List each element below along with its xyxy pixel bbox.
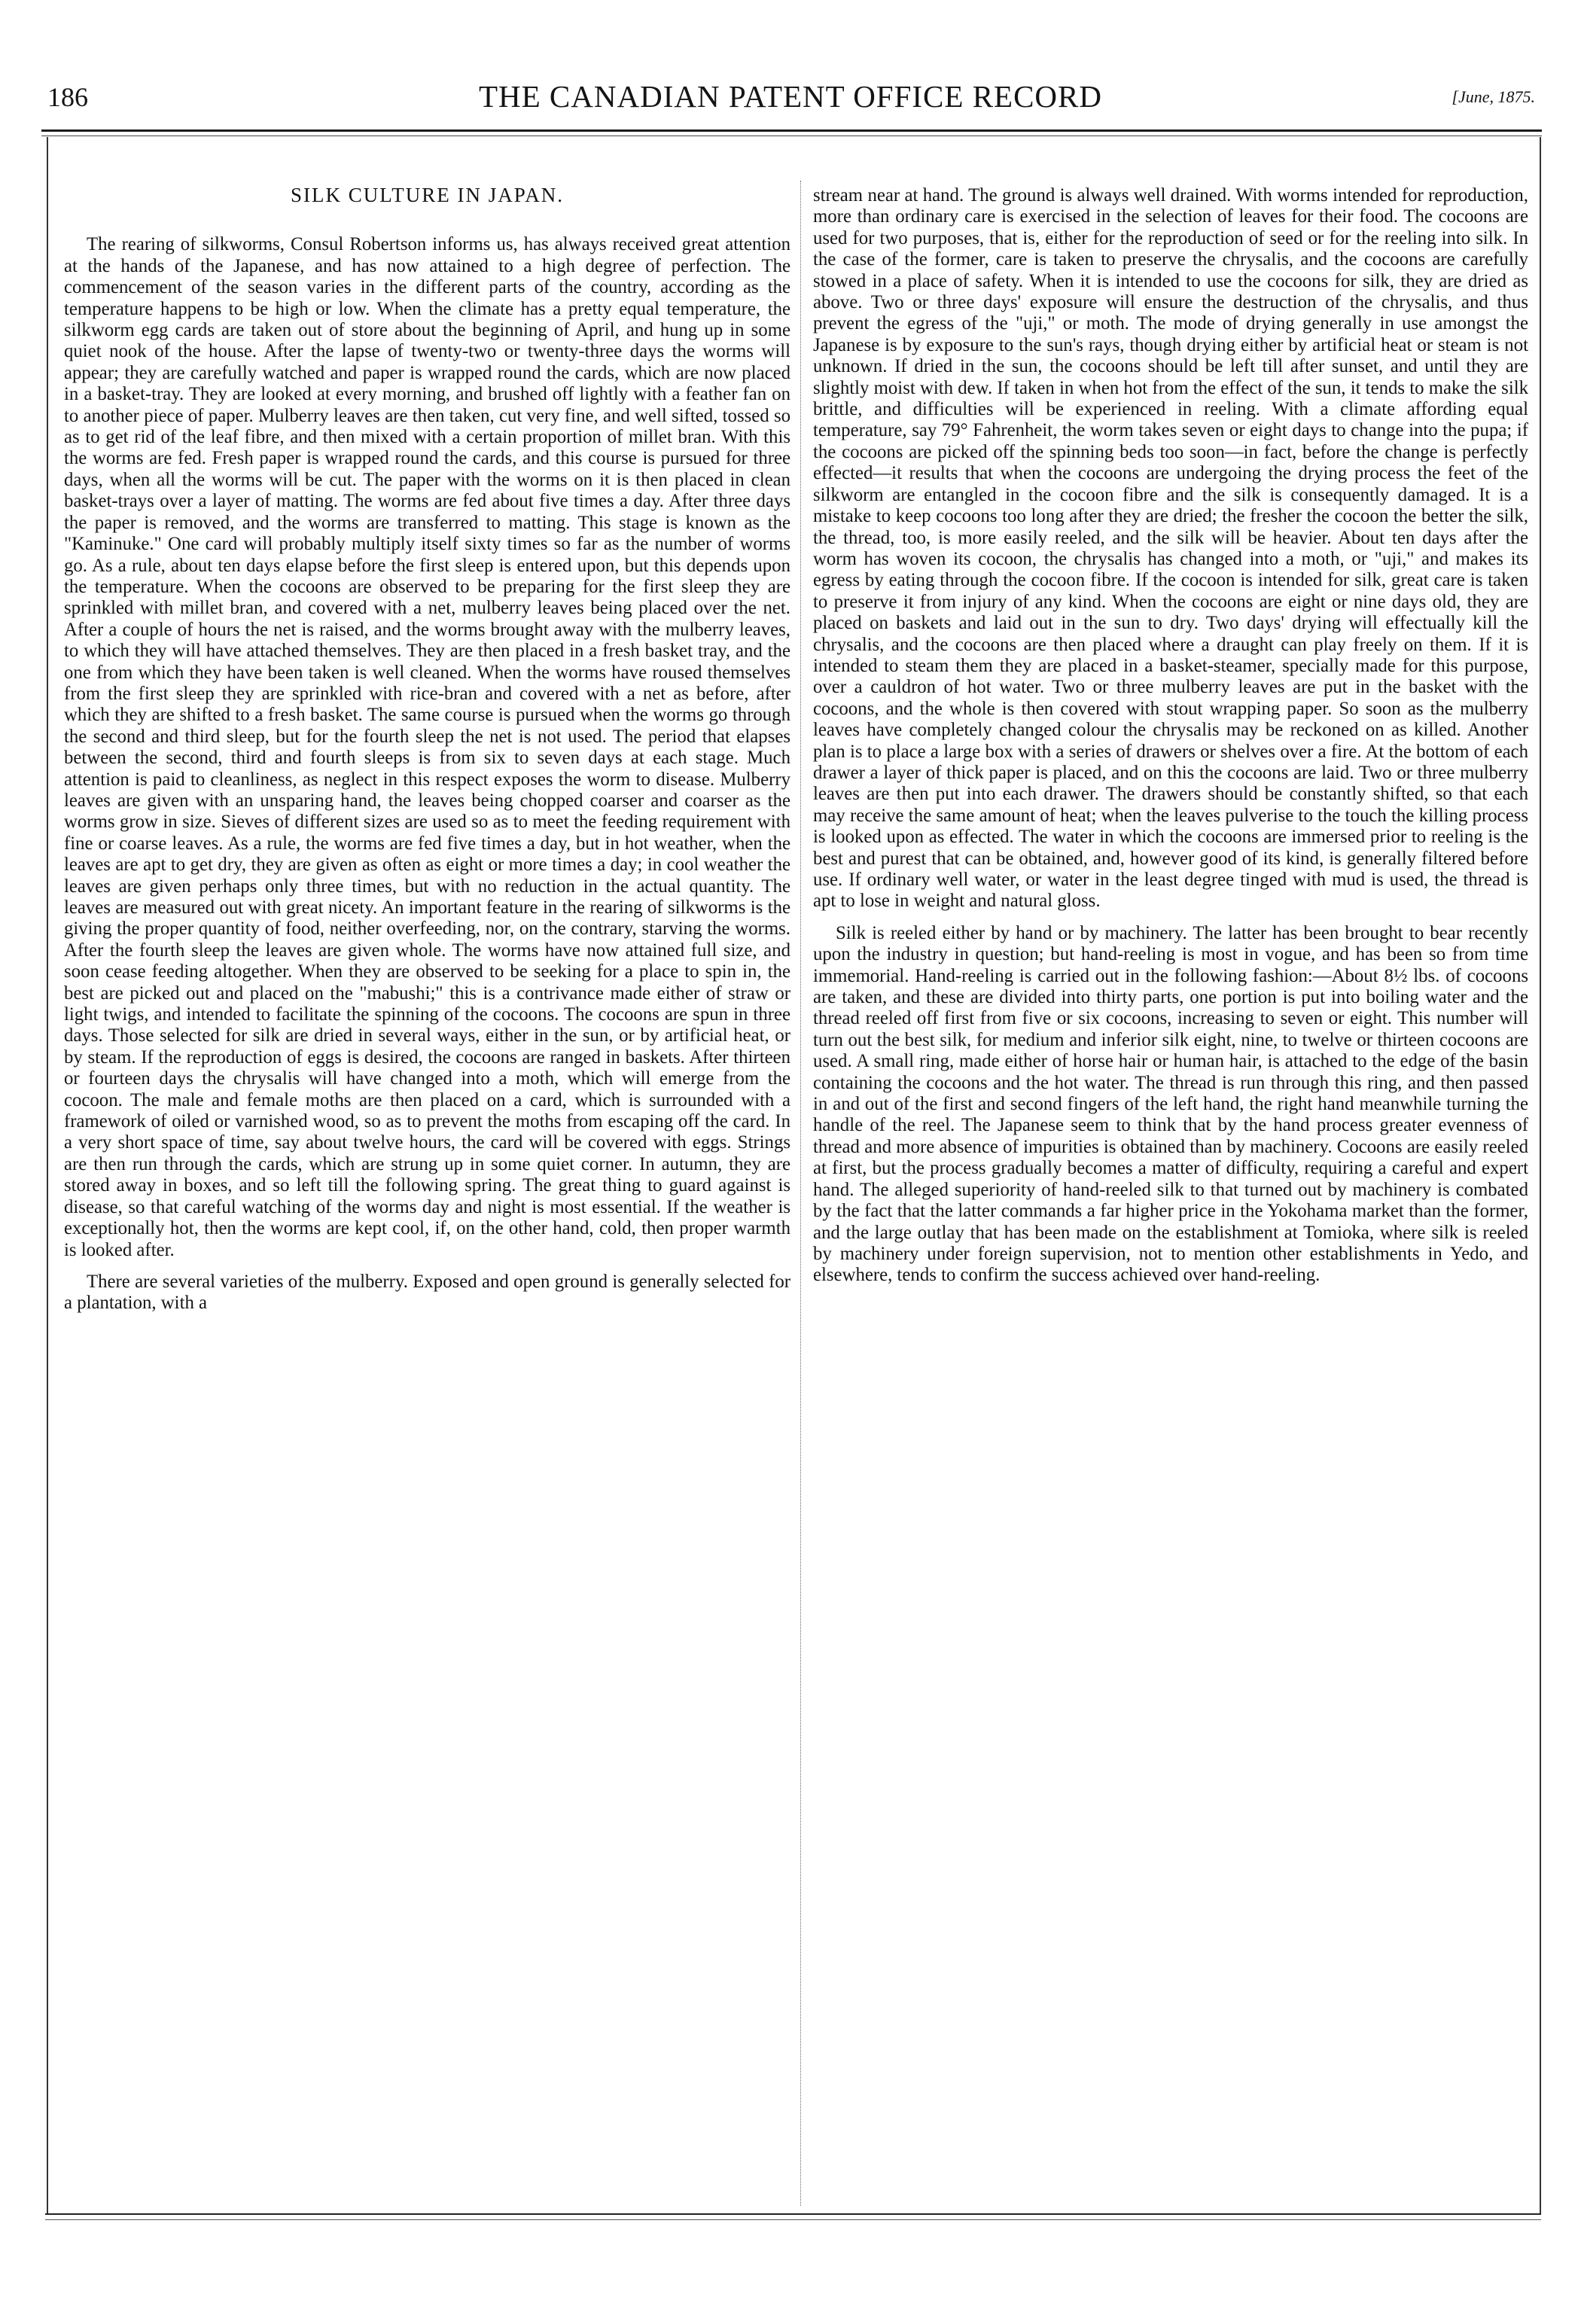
footer-rule-thin bbox=[45, 2219, 1541, 2220]
article-title: SILK CULTURE IN JAPAN. bbox=[290, 184, 565, 206]
article-paragraph: The rearing of silkworms, Consul Robertson informs us, has always received great attention at the hands of the Japanese, and has now attained to a high degree of perfection. The commencement of the season varies in the different parts of the country, according as the temperature happens to be high or low. When the climate has a pretty equal temperature, the silkworm egg cards are taken out of store about the beginning of April, and hung up in some quiet nook of the house. After the lapse of twenty-two or twenty-three days the worms will appear; they are carefully watched and paper is wrapped round the cards, which are now placed in a basket-tray. They are looked at every morning, and brushed off lightly with a feather fan on to another piece of paper. Mulberry leaves are then taken, cut very fine, and well sifted, tossed so as to get rid of the leaf fibre, and then mixed with a certain proportion of millet bran. With this the worms are fed. Fresh paper is wrapped round the cards, and this course is pursued for three days, when all the worms will be cut. The paper with the worms on it is then placed in clean basket-trays over a layer of matting. The worms are fed about five times a day. After three days the paper is removed, and the worms are transferred to matting. This stage is known as the "Kaminuke." One card will probably multiply itself sixty times so far as the number of worms go. As a rule, about ten days elapse before the first sleep is entered upon, but this depends upon the temperature. When the cocoons are observed to be preparing for the first sleep they are sprinkled with millet bran, and covered with a net, mulberry leaves being placed over the net. After a couple of hours the net is raised, and the worms brought away with the mulberry leaves, to which they will have attached themselves. They are then placed in a fresh basket tray, and the one from which they have been taken is well cleaned. When the worms have roused themselves from the first sleep they are sprinkled with rice-bran and covered with a net as before, after which they are shifted to a fresh basket. The same course is pursued when the worms go through the second and third sleep, but for the fourth sleep the net is not used. The period that elapses between the second, third and fourth sleeps is from six to seven days at each stage. Much attention is paid to cleanliness, as neglect in this respect exposes the worm to disease. Mulberry leaves are given with an unsparing hand, the leaves being chopped coarser and coarser as the worms grow in size. Sieves of different sizes are used so as to meet the feeding requirement with fine or coarse leaves. As a rule, the worms are fed five times a day, but in hot weather, when the leaves are apt to get dry, they are given as often as eight or more times a day; in cool weather the leaves are given perhaps only three times, but with no reduction in the actual quantity. The leaves are measured out with great nicety. An important feature in the rearing of silkworms is the giving the proper quantity of food, neither overfeeding, nor, on the contrary, starving the worms. After the fourth sleep the leaves are given whole. The worms have now attained full size, and soon cease feeding altogether. When they are observed to be seeking for a place to spin in, the best are picked out and placed on the "mabushi;" this is a contrivance made either of straw or light twigs, and intended to facilitate the spinning of the cocoons. The cocoons are spun in three days. Those selected for silk are dried in several ways, either in the sun, or by artificial heat, or by steam. If the reproduction of eggs is desired, the cocoons are ranged in baskets. After thirteen or fourteen days the chrysalis will have changed into a moth, which will emerge from the cocoon. The male and female moths are then placed on a card, which is surrounded with a framework of oiled or varnished wood, so as to prevent the moths from escaping off the card. In a very short space of time, say about twelve hours, the card will be covered with eggs. Strings are then run through the cards, which are strung up in some quiet corner. In autumn, they are stored away in boxes, and so left till the following spring. The great thing to guard against is disease, so that careful watching of the worms day and night is most essential. If the weather is exceptionally hot, then the worms are kept cool, if, on the other hand, cold, then proper warmth is looked after. bbox=[64, 234, 790, 1260]
article-paragraph: Silk is reeled either by hand or by machinery. The latter has been brought to bear recently upon the industry in question; but hand-reeling is most in vogue, and has been so from time immemorial. Hand-reeling is carried out in the following fashion:—About 8½ lbs. of cocoons are taken, and these are divided into thirty parts, one portion is put into boiling water and the thread reeled off first from five or six cocoons, increasing to seven or eight. This number will turn out the best silk, for medium and inferior silk eight, nine, to twelve or thirteen cocoons are used. A small ring, made either of horse hair or human hair, is attached to the edge of the basin containing the cocoons and the hot water. The thread is run through this ring, and then passed in and out of the first and second fingers of the left hand, the right hand meanwhile turning the handle of the reel. The Japanese seem to think that by the hand process greater evenness of thread and more absence of impurities is obtained than by machinery. Cocoons are easily reeled at first, but the process gradually becomes a matter of difficulty, requiring a careful and expert hand. The alleged superiority of hand-reeled silk to that turned out by machinery is combated by the fact that the latter commands a far higher price in the Yokohama market than the former, and the large outlay that has been made on the establishment at Tomioka, where silk is reeled by machinery under foreign supervision, not to mention other establishments in Yedo, and elsewhere, tends to confirm the success achieved over hand-reeling. bbox=[813, 922, 1528, 1286]
article-paragraph: There are several varieties of the mulberry. Exposed and open ground is generally selected for a plantation, with a bbox=[64, 1271, 790, 1314]
header-rule bbox=[41, 129, 1542, 132]
frame-right-border bbox=[1540, 137, 1541, 2213]
article-paragraph: stream near at hand. The ground is always well drained. With worms intended for reproduction, more than ordinary care is exercised in the selection of leaves for their food. The cocoons are used for two purposes, that is, either for the reproduction of seed or for the reeling into silk. In the case of the former, care is taken to preserve the chrysalis, and the cocoons are carefully stowed in a place of safety. When it is intended to use the cocoons for silk, they are dried as above. Two or three days' exposure will ensure the destruction of the chrysalis, and thus prevent the egress of the "uji," or moth. The mode of drying generally in use amongst the Japanese is by exposure to the sun's rays, though drying either by artificial heat or steam is not unknown. If dried in the sun, the cocoons should be left till after sunset, and until they are slightly moist with dew. If taken in when hot from the effect of the sun, it tends to make the silk brittle, and difficulties will be experienced in reeling. With a climate affording equal temperature, say 79° Fahrenheit, the worm takes seven or eight days to change into the pupa; if the cocoons are picked off the spinning beds too soon—in fact, before the change is perfectly effected—it results that when the cocoons are undergoing the drying process the feet of the silkworm are entangled in the cocoon fibre and the silk is consequently damaged. It is a mistake to keep cocoons too long after they are dried; the fresher the cocoon the better the silk, the thread, too, is more easily reeled, and the silk will be heavier. About ten days after the worm has woven its cocoon, the chrysalis has changed into a moth, or "uji," and makes its egress by eating through the cocoon fibre. If the cocoon is intended for silk, great care is taken to preserve it from injury of any kind. When the cocoons are eight or nine days old, they are placed on baskets and laid out in the sun to dry. Two days' drying will effectually kill the chrysalis, and the cocoons are then placed where a draught can play freely on them. If it is intended to steam them they are placed in a basket-steamer, specially made for this purpose, over a cauldron of hot water. Two or three mulberry leaves are put in the basket with the cocoons, and the whole is then covered with stout wrapping paper. So soon as the mulberry leaves have completely changed colour the chrysalis may be reckoned on as killed. Another plan is to place a large box with a series of drawers or shelves over a fire. At the bottom of each drawer a layer of thick paper is placed, and on this the cocoons are laid. Two or three mulberry leaves are then put into each drawer. The drawers should be constantly shifted, so that each may receive the same amount of heat; when the leaves pulverise to the touch the killing process is looked upon as effected. The water in which the cocoons are immersed prior to reeling is the best and purest that can be obtained, and, however good of its kind, is generally filtered before use. If ordinary well water, or water in the least degree tinged with mud is used, the thread is apt to lose in weight and natural gloss. bbox=[813, 185, 1528, 912]
page-number: 186 bbox=[47, 82, 88, 112]
frame-left-border bbox=[47, 137, 48, 2213]
issue-date: [June, 1875. bbox=[1452, 87, 1535, 106]
right-column bbox=[813, 185, 1528, 1287]
footer-rule bbox=[45, 2213, 1541, 2215]
left-column bbox=[64, 184, 790, 1314]
page-header bbox=[41, 81, 1540, 119]
column-divider bbox=[800, 181, 801, 2206]
running-title: THE CANADIAN PATENT OFFICE RECORD bbox=[478, 79, 1102, 114]
